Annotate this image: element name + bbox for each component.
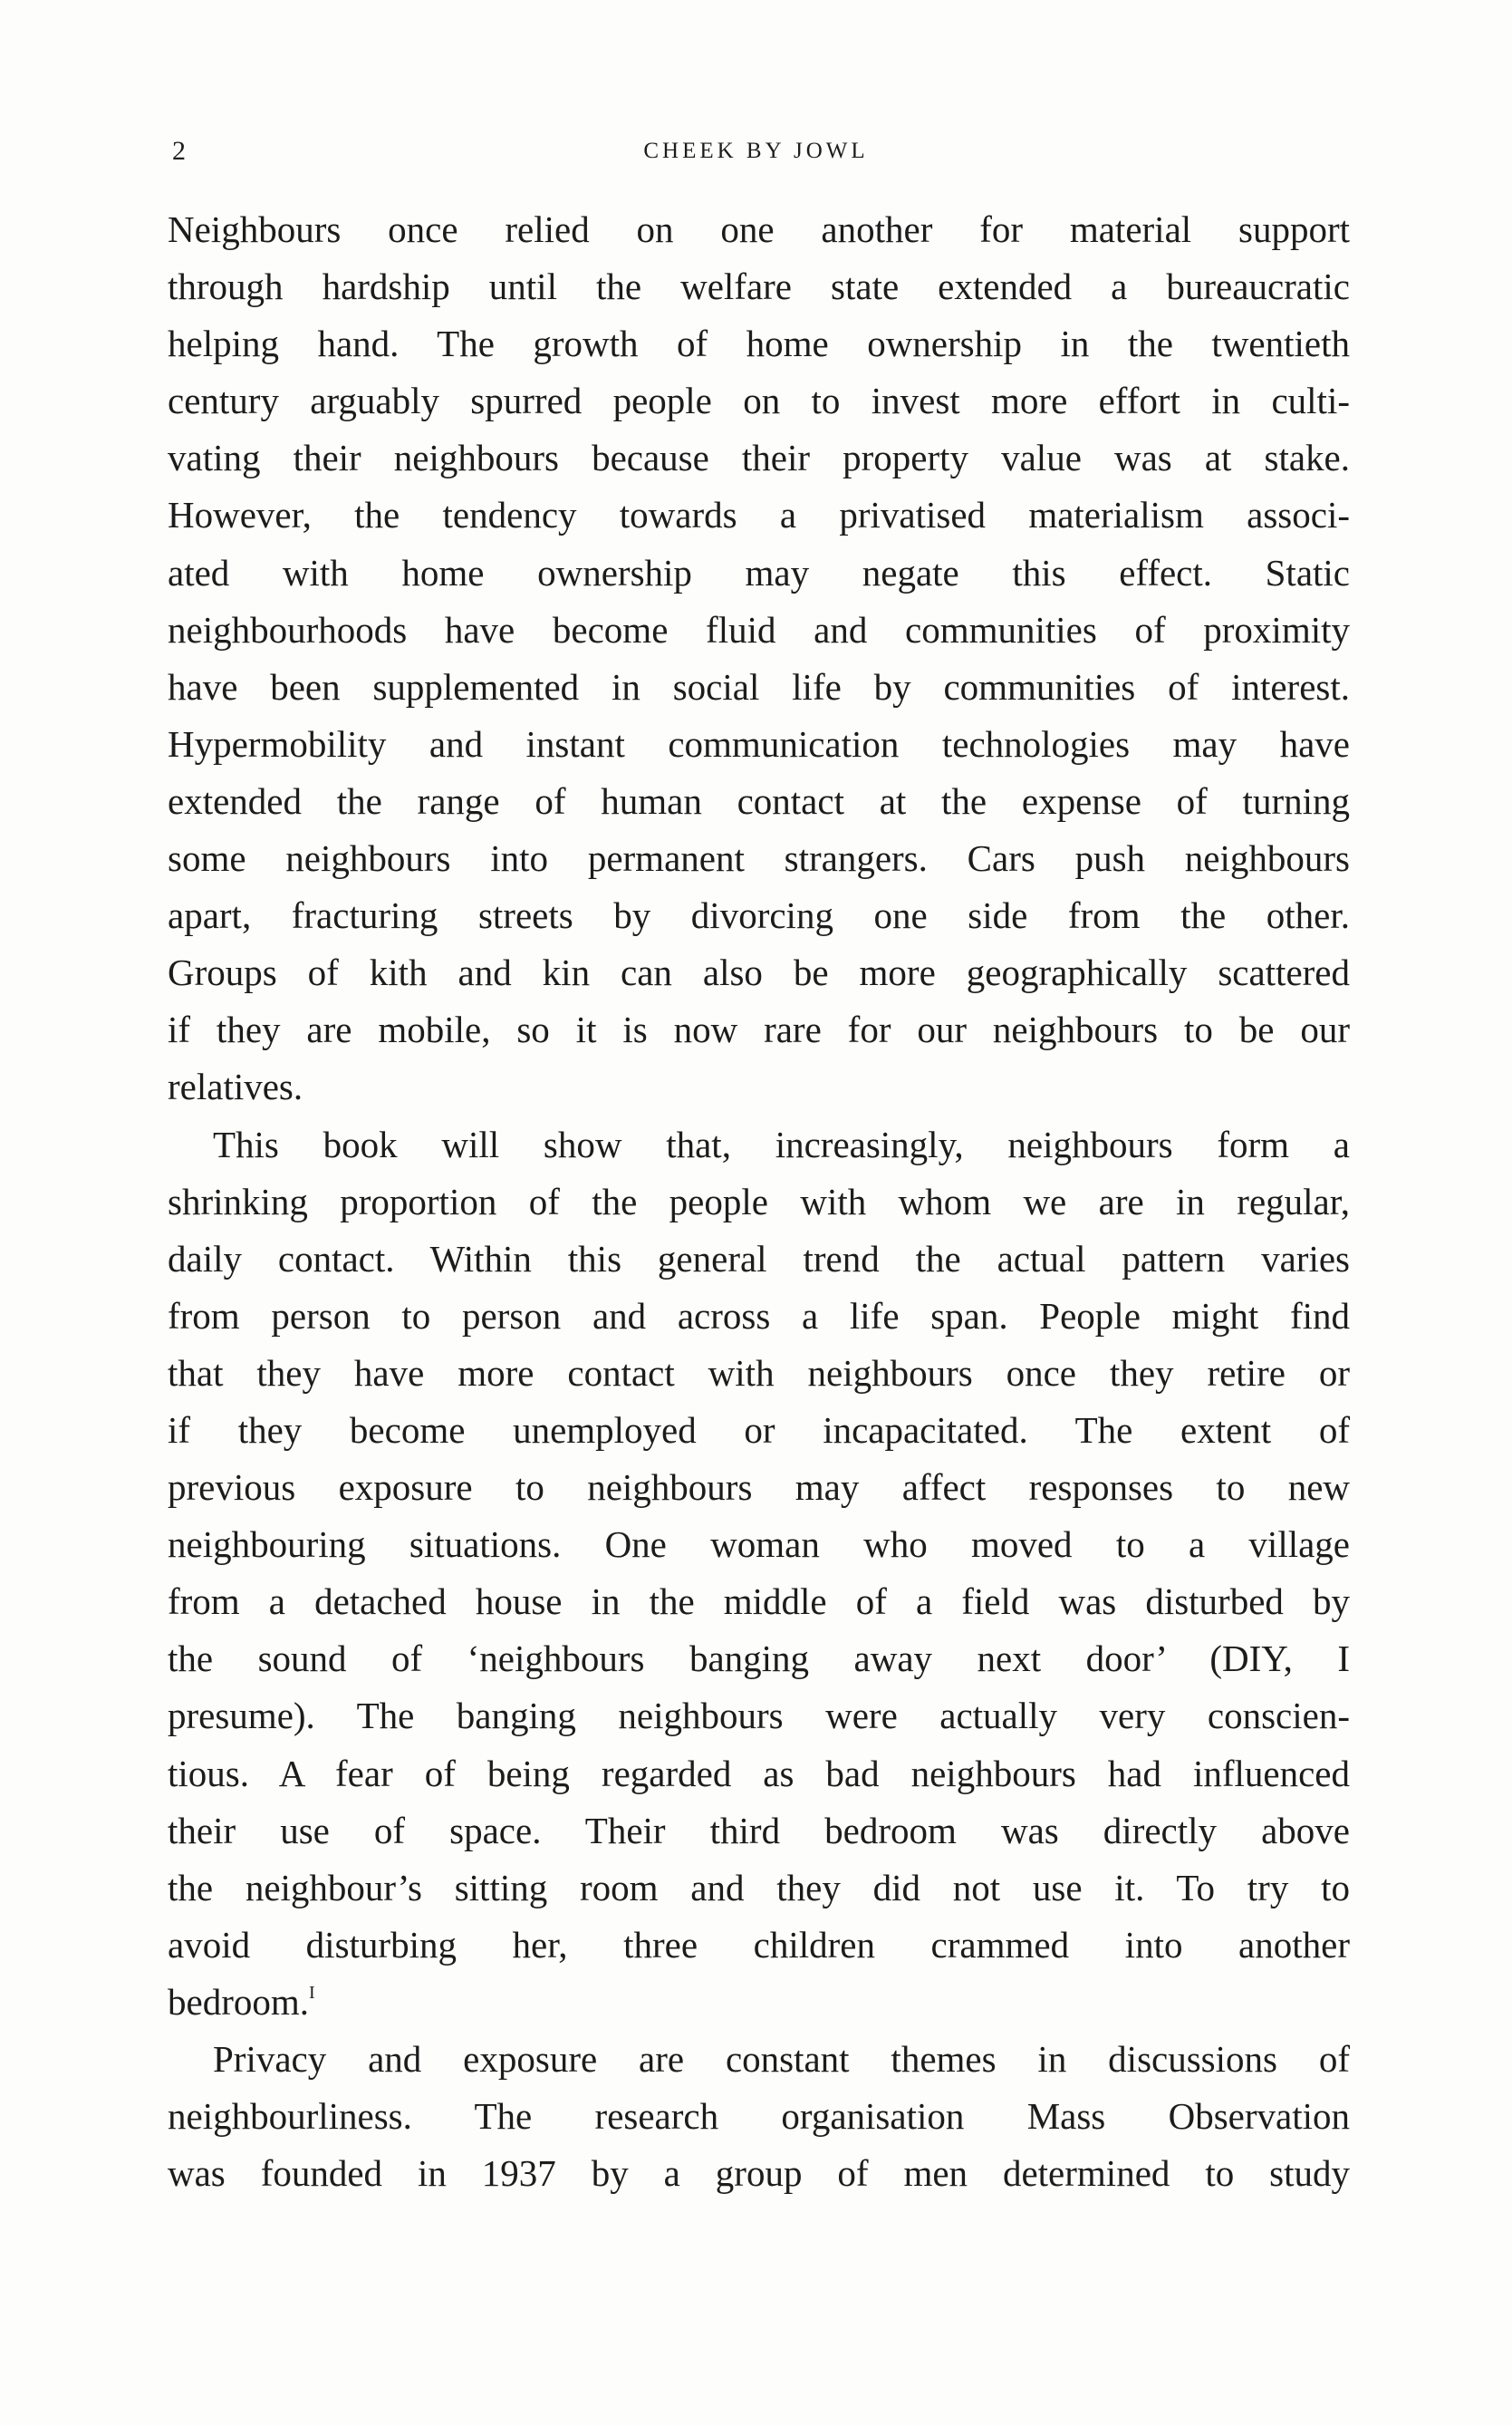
text-line	[168, 1974, 1350, 2031]
text-line: have been supplemented in social life by communities of interest.	[168, 665, 1350, 708]
text-line: daily contact. Within this general trend the actual pattern varies	[168, 1237, 1350, 1280]
page-number: 2	[172, 136, 186, 166]
text-line: shrinking proportion of the people with whom we are in regular,	[168, 1180, 1350, 1222]
text-line: apart, fracturing streets by divorcing one side from the other.	[168, 894, 1350, 937]
text-line: neighbouring situations. One woman who moved to a village	[168, 1523, 1350, 1566]
text-line: Groups of kith and kin can also be more geographically scattered	[168, 952, 1350, 994]
text-line: if they are mobile, so it is now rare for our neighbours to be our	[168, 1009, 1350, 1051]
text-line: was founded in 1937 by a group of men determined to study	[168, 2152, 1350, 2195]
paragraph-3	[168, 2031, 1350, 2202]
text-line: Neighbours once relied on one another for material support	[168, 208, 1350, 250]
text-line: their use of space. Their third bedroom was directly above	[168, 1809, 1350, 1851]
text-line: from a detached house in the middle of a field was disturbed by	[168, 1580, 1350, 1623]
text-line: century arguably spurred people on to invest more effort in culti-	[168, 380, 1350, 422]
text-line: through hardship until the welfare state extended a bureaucratic	[168, 266, 1350, 308]
text-line: from person to person and across a life span. People might find	[168, 1294, 1350, 1337]
text-line: Privacy and exposure are constant themes in discussions of	[213, 2038, 1350, 2080]
text-line: tious. A fear of being regarded as bad neighbours had influenced	[168, 1752, 1350, 1794]
text-line: Hypermobility and instant communication technologies may have	[168, 722, 1350, 765]
text-line: ated with home ownership may negate this effect. Static	[168, 551, 1350, 594]
text-line: the sound of ‘neighbours banging away next door’ (DIY, I	[168, 1638, 1350, 1680]
text-line: that they have more contact with neighbours once they retire or	[168, 1351, 1350, 1394]
text-line: extended the range of human contact at the expense of turning	[168, 779, 1350, 822]
text-line: some neighbours into permanent strangers. Cars push neighbours	[168, 837, 1350, 880]
text-line: vating their neighbours because their property value was at stake.	[168, 437, 1350, 479]
text-line: relatives.	[168, 1066, 303, 1108]
text-fragment: bedroom.	[168, 1980, 309, 2023]
text-line: However, the tendency towards a privatised materialism associ-	[168, 494, 1350, 536]
text-line: avoid disturbing her, three children crammed into another	[168, 1923, 1350, 1966]
text-line: neighbourhoods have become fluid and communities of proximity	[168, 608, 1350, 651]
text-line: helping hand. The growth of home ownership in the twentieth	[168, 323, 1350, 365]
text-line: presume). The banging neighbours were actually very conscien-	[168, 1695, 1350, 1737]
text-line: neighbourliness. The research organisation Mass Observation	[168, 2095, 1350, 2138]
footnote-marker[interactable]: I	[309, 1982, 315, 2003]
paragraph-2	[168, 1116, 1350, 2032]
text-line: the neighbour’s sitting room and they did not use it. To try to	[168, 1866, 1350, 1908]
paragraph-1	[168, 201, 1350, 1116]
text-line: previous exposure to neighbours may affect responses to new	[168, 1466, 1350, 1509]
text-line: This book will show that, increasingly, neighbours form a	[213, 1123, 1350, 1165]
body-text	[168, 201, 1350, 2202]
running-head: CHEEK BY JOWL	[643, 139, 869, 163]
text-line: if they become unemployed or incapacitated. The extent of	[168, 1408, 1350, 1451]
